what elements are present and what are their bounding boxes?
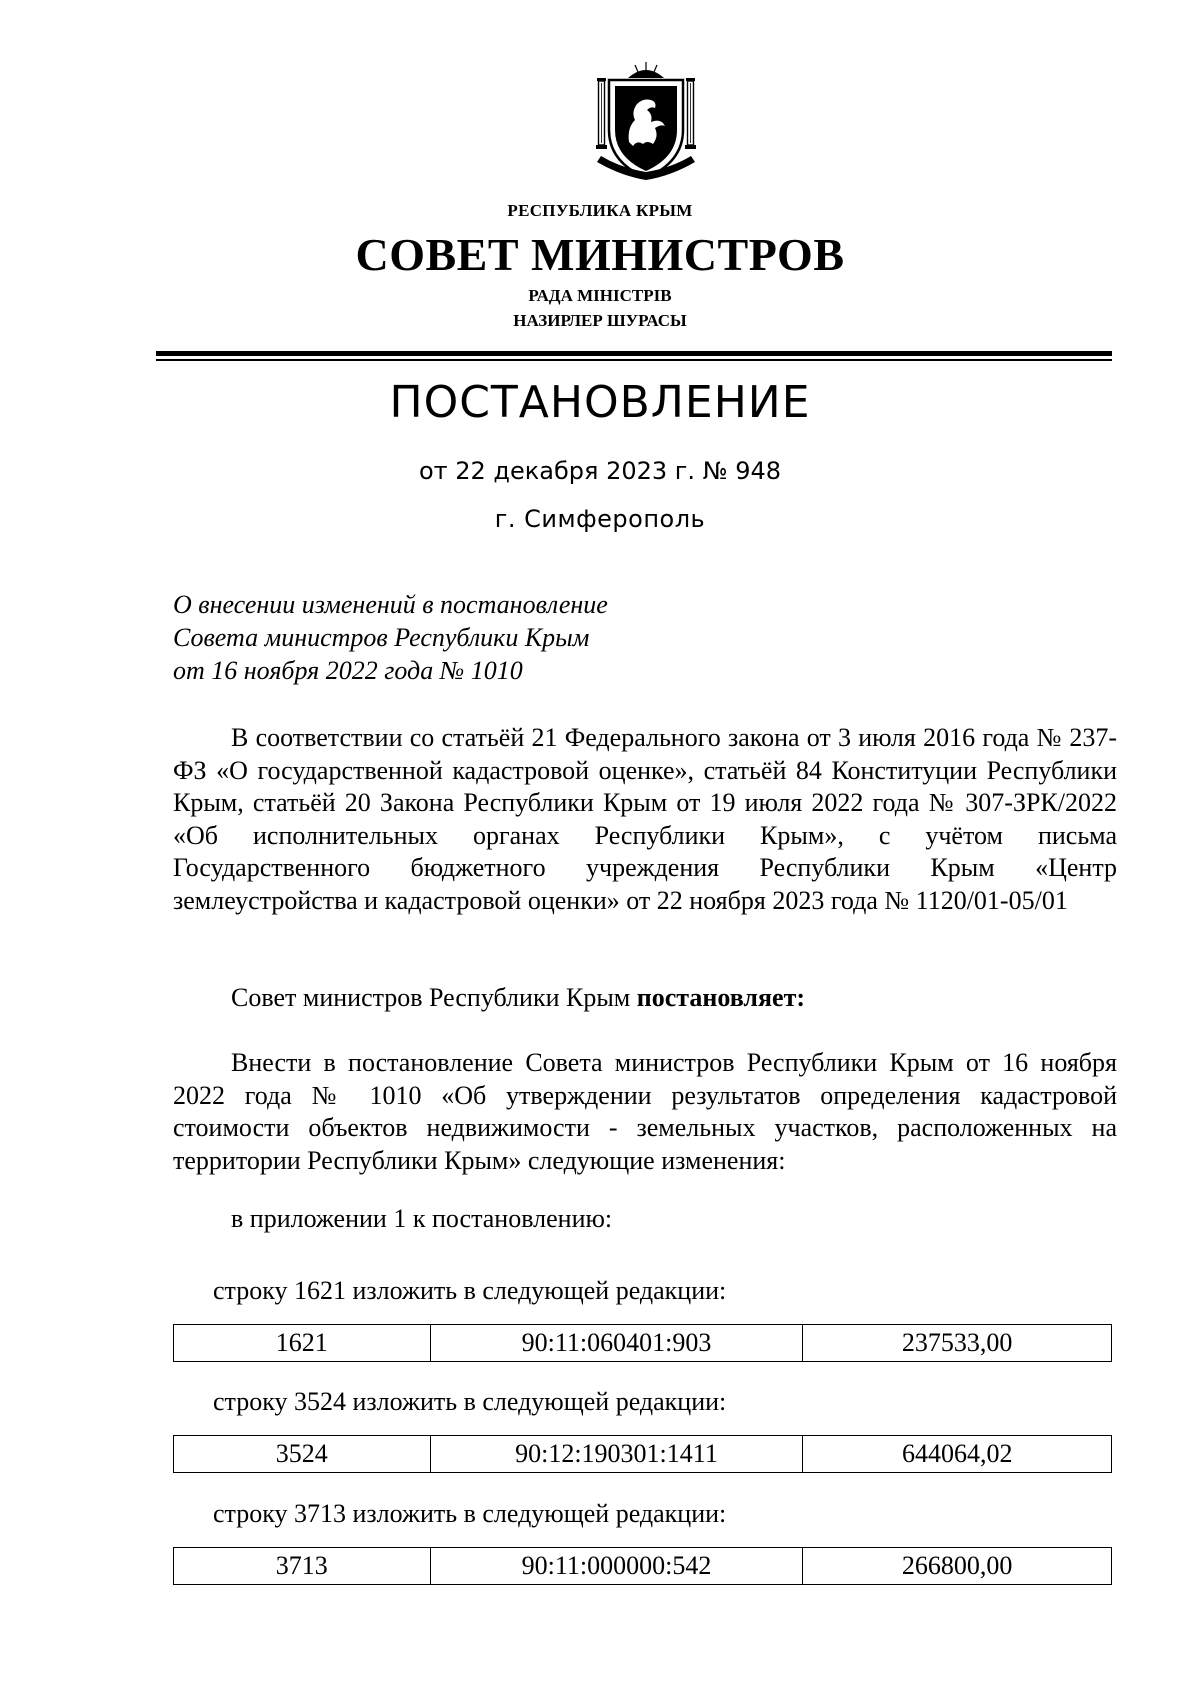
resolution-lead: Совет министров Республики Крым bbox=[231, 983, 637, 1012]
appendix-paragraph: в приложении 1 к постановлению: bbox=[231, 1204, 613, 1233]
amended-row-table bbox=[173, 1324, 1112, 1362]
subject-line: О внесении изменений в постановление bbox=[173, 590, 608, 619]
cadastral-number-cell: 90:12:190301:1411 bbox=[430, 1436, 803, 1473]
subject-line: Совета министров Республики Крым bbox=[173, 623, 590, 652]
row-intro: строку 1621 изложить в следующей редакции: bbox=[213, 1276, 727, 1305]
republic-name: РЕСПУБЛИКА КРЫМ bbox=[507, 201, 693, 220]
cadastral-number-cell: 90:11:060401:903 bbox=[430, 1325, 803, 1362]
cadastral-value-cell: 266800,00 bbox=[803, 1548, 1112, 1585]
header-divider-thin bbox=[156, 359, 1112, 361]
amended-row-table bbox=[173, 1547, 1112, 1585]
row-intro: строку 3713 изложить в следующей редакции: bbox=[213, 1499, 727, 1528]
coat-of-arms-icon bbox=[591, 60, 701, 185]
table-row bbox=[174, 1436, 1112, 1473]
row-number-cell: 3524 bbox=[174, 1436, 431, 1473]
document-subject bbox=[173, 588, 608, 687]
row-number-cell: 3713 bbox=[174, 1548, 431, 1585]
resolution-verb: постановляет: bbox=[636, 983, 806, 1012]
row-number-cell: 1621 bbox=[174, 1325, 431, 1362]
resolution-paragraph bbox=[173, 982, 1117, 1015]
document-type: ПОСТАНОВЛЕНИЕ bbox=[389, 377, 811, 428]
cadastral-value-cell: 237533,00 bbox=[803, 1325, 1112, 1362]
amendment-paragraph: Внести в постановление Совета министров Республики Крым от 16 ноября 2022 года № 1010 «Об утверждении результатов определения кадастровой стоимости объектов недвижимости - земельных участков, расположенных на территории Республики Крым» следующие изменения: bbox=[173, 1048, 1117, 1175]
amended-row-table bbox=[173, 1435, 1112, 1473]
document-date-number: от 22 декабря 2023 г. № 948 bbox=[418, 457, 782, 485]
council-name-crimean-tatar: НАЗИРЛЕР ШУРАСЫ bbox=[513, 311, 687, 330]
row-intro: строку 3524 изложить в следующей редакции: bbox=[213, 1387, 727, 1416]
cadastral-value-cell: 644064,02 bbox=[803, 1436, 1112, 1473]
cadastral-number-cell: 90:11:000000:542 bbox=[430, 1548, 803, 1585]
table-row bbox=[174, 1325, 1112, 1362]
council-name-ukrainian: РАДА МІНІСТРІВ bbox=[528, 286, 672, 305]
table-row bbox=[174, 1548, 1112, 1585]
council-name: СОВЕТ МИНИСТРОВ bbox=[355, 229, 845, 280]
preamble-paragraph: В соответствии со статьёй 21 Федерального закона от 3 июля 2016 года № 237-ФЗ «О государственной кадастровой оценке», статьёй 84 Конституции Республики Крым, статьёй 20 Закона Республики Крым от 19 июля 2022 года № 307-ЗРК/2022 «Об исполнительных органах Республики Крым», с учётом письма Государственного бюджетного учреждения Республики Крым «Центр землеустройства и кадастровой оценки» от 22 ноября 2023 года № 1120/01-05/01 bbox=[173, 723, 1117, 915]
subject-line: от 16 ноября 2022 года № 1010 bbox=[173, 656, 523, 685]
document-city: г. Симферополь bbox=[494, 505, 706, 533]
header-divider-thick bbox=[156, 351, 1112, 356]
